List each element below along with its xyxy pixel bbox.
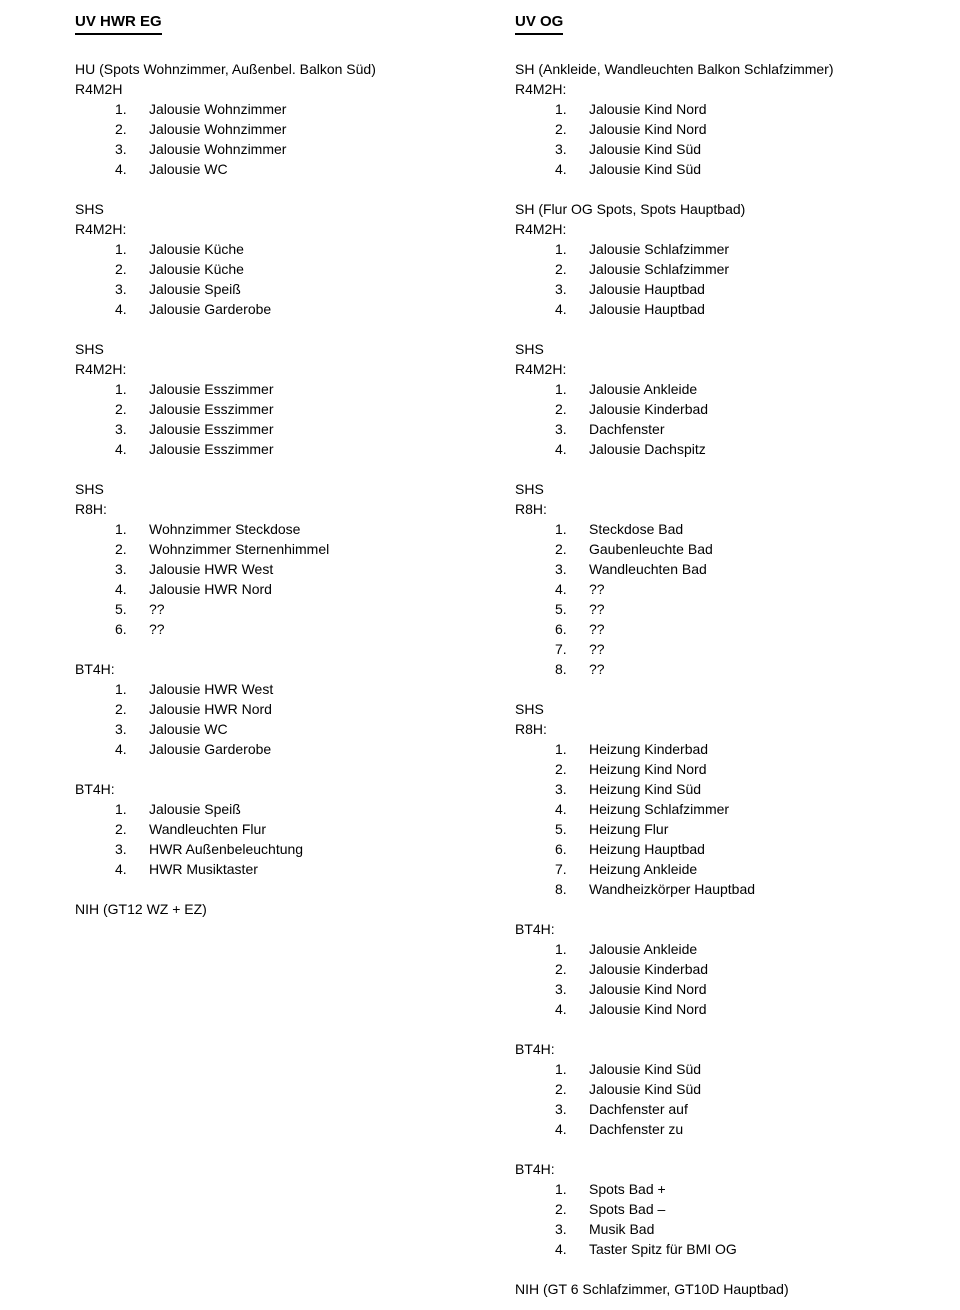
list-item-text: Jalousie Kind Nord — [589, 101, 707, 117]
list-item-number: 1. — [555, 1061, 567, 1077]
list-item-number: 3. — [115, 141, 127, 157]
list-item-text: Jalousie Ankleide — [589, 941, 698, 957]
list-item-number: 4. — [555, 1241, 567, 1257]
device-group — [515, 1039, 955, 1139]
list-item-text: ?? — [589, 641, 605, 657]
list-item-text: ?? — [149, 601, 165, 617]
list-item-text: Jalousie HWR West — [149, 681, 274, 697]
device-group — [75, 199, 505, 319]
list-item-number: 2. — [555, 1081, 567, 1097]
list-item-text: ?? — [589, 661, 605, 677]
list-item — [515, 419, 955, 439]
list-item — [75, 419, 505, 439]
list-item-number: 3. — [555, 141, 567, 157]
list-item-number: 3. — [555, 561, 567, 577]
list-item — [515, 1079, 955, 1099]
device-group — [515, 1159, 955, 1259]
list-item-text: Wandleuchten Flur — [149, 821, 266, 837]
list-item-text: Spots Bad + — [589, 1181, 666, 1197]
list-item — [75, 539, 505, 559]
list-item-number: 3. — [555, 421, 567, 437]
list-item-number: 1. — [555, 741, 567, 757]
list-item-text: Jalousie Wohnzimmer — [149, 141, 287, 157]
list-item-number: 4. — [555, 1121, 567, 1137]
group-label: SH (Ankleide, Wandleuchten Balkon Schlafzimmer) — [515, 61, 834, 77]
list-item — [75, 619, 505, 639]
device-group — [515, 699, 955, 899]
list-item — [515, 759, 955, 779]
list-item-number: 4. — [555, 161, 567, 177]
list-item-number: 4. — [555, 581, 567, 597]
device-group — [515, 1279, 955, 1299]
list-item-number: 1. — [115, 381, 127, 397]
list-item-number: 6. — [555, 841, 567, 857]
list-item — [75, 239, 505, 259]
list-item — [515, 779, 955, 799]
list-item-number: 8. — [555, 881, 567, 897]
list-item-text: Dachfenster auf — [589, 1101, 688, 1117]
group-label: SHS — [515, 701, 544, 717]
list-item-text: Jalousie Schlafzimmer — [589, 241, 730, 257]
list-item-number: 3. — [555, 1101, 567, 1117]
list-item — [515, 259, 955, 279]
list-item — [515, 1219, 955, 1239]
list-item-number: 3. — [555, 981, 567, 997]
list-item-number: 4. — [115, 861, 127, 877]
list-item-text: ?? — [589, 621, 605, 637]
list-item-text: Jalousie HWR Nord — [149, 581, 272, 597]
group-label: R4M2H: — [515, 81, 567, 97]
list-item-number: 1. — [555, 1181, 567, 1197]
list-item-text: Taster Spitz für BMI OG — [589, 1241, 737, 1257]
list-item-text: Jalousie Dachspitz — [589, 441, 706, 457]
list-item — [75, 99, 505, 119]
list-item — [515, 819, 955, 839]
list-item — [515, 279, 955, 299]
list-item-number: 2. — [555, 401, 567, 417]
list-item-text: Jalousie Esszimmer — [149, 421, 274, 437]
list-item-text: ?? — [589, 601, 605, 617]
group-label: R4M2H: — [515, 361, 567, 377]
list-item-text: Heizung Hauptbad — [589, 841, 705, 857]
list-item-number: 1. — [555, 381, 567, 397]
list-item — [515, 239, 955, 259]
list-item-number: 2. — [555, 541, 567, 557]
list-item-number: 1. — [115, 801, 127, 817]
list-item — [515, 939, 955, 959]
list-item — [75, 559, 505, 579]
group-label: R4M2H: — [515, 221, 567, 237]
column-heading — [75, 12, 505, 35]
list-item-number: 6. — [115, 621, 127, 637]
list-item-number: 4. — [555, 301, 567, 317]
list-item-number: 4. — [555, 801, 567, 817]
group-label: NIH (GT12 WZ + EZ) — [75, 901, 207, 917]
list-item — [75, 299, 505, 319]
list-item-number: 4. — [555, 441, 567, 457]
list-item — [515, 1179, 955, 1199]
device-group — [75, 59, 505, 179]
list-item-text: Jalousie Wohnzimmer — [149, 121, 287, 137]
list-item-number: 5. — [115, 601, 127, 617]
list-item-text: Wohnzimmer Sternenhimmel — [149, 541, 330, 557]
group-label: BT4H: — [515, 921, 555, 937]
list-item — [515, 139, 955, 159]
list-item-number: 3. — [115, 421, 127, 437]
device-group — [515, 199, 955, 319]
list-item-text: Jalousie Esszimmer — [149, 381, 274, 397]
device-group — [515, 919, 955, 1019]
list-item-number: 2. — [115, 261, 127, 277]
list-item-text: Jalousie Esszimmer — [149, 401, 274, 417]
device-group — [515, 339, 955, 459]
list-item — [515, 659, 955, 679]
list-item — [75, 819, 505, 839]
group-label: HU (Spots Wohnzimmer, Außenbel. Balkon Süd) — [75, 61, 376, 77]
group-label: BT4H: — [515, 1161, 555, 1177]
list-item — [75, 679, 505, 699]
list-item — [515, 739, 955, 759]
group-label: R8H: — [75, 501, 107, 517]
list-item — [515, 1119, 955, 1139]
list-item-text: Jalousie Kinderbad — [589, 401, 709, 417]
list-item-number: 3. — [115, 721, 127, 737]
device-group — [75, 339, 505, 459]
list-item — [75, 259, 505, 279]
group-label: SHS — [515, 481, 544, 497]
list-item-text: Jalousie Ankleide — [589, 381, 698, 397]
list-item — [515, 99, 955, 119]
list-item-text: Jalousie Kinderbad — [589, 961, 709, 977]
group-label: SHS — [75, 481, 104, 497]
list-item-text: Jalousie HWR Nord — [149, 701, 272, 717]
column-heading-text: UV OG — [515, 12, 563, 35]
list-item-text: Heizung Kind Süd — [589, 781, 702, 797]
list-item-text: Heizung Flur — [589, 821, 669, 837]
list-item — [515, 1239, 955, 1259]
list-item-text: Jalousie Küche — [149, 241, 244, 257]
list-item — [75, 719, 505, 739]
list-item-number: 4. — [115, 741, 127, 757]
list-item-number: 2. — [555, 1201, 567, 1217]
list-item-text: Wandheizkörper Hauptbad — [589, 881, 756, 897]
device-group — [515, 59, 955, 179]
group-label: BT4H: — [515, 1041, 555, 1057]
list-item — [515, 399, 955, 419]
list-item-number: 2. — [115, 701, 127, 717]
list-item-text: Jalousie Speiß — [149, 281, 241, 297]
list-item-number: 2. — [115, 401, 127, 417]
group-label: R8H: — [515, 721, 547, 737]
list-item — [515, 1199, 955, 1219]
group-label: SHS — [75, 201, 104, 217]
list-item-number: 2. — [555, 121, 567, 137]
list-item-text: Jalousie Hauptbad — [589, 281, 705, 297]
list-item — [75, 379, 505, 399]
list-item-text: Heizung Kind Nord — [589, 761, 707, 777]
list-item-text: Heizung Schlafzimmer — [589, 801, 730, 817]
list-item-text: Jalousie Küche — [149, 261, 244, 277]
list-item-number: 2. — [115, 121, 127, 137]
group-list — [75, 59, 505, 919]
list-item-number: 2. — [115, 541, 127, 557]
list-item-number: 6. — [555, 621, 567, 637]
list-item — [515, 439, 955, 459]
group-label: SHS — [515, 341, 544, 357]
list-item — [515, 539, 955, 559]
list-item — [515, 959, 955, 979]
list-item-text: Jalousie Kind Süd — [589, 1081, 702, 1097]
list-item-number: 4. — [115, 441, 127, 457]
list-item-number: 1. — [555, 241, 567, 257]
group-label: R4M2H — [75, 81, 123, 97]
group-label: BT4H: — [75, 781, 115, 797]
list-item-number: 4. — [115, 581, 127, 597]
list-item-text: Jalousie Wohnzimmer — [149, 101, 287, 117]
list-item — [515, 579, 955, 599]
list-item — [515, 839, 955, 859]
list-item — [515, 799, 955, 819]
list-item — [515, 999, 955, 1019]
list-item-text: Jalousie Esszimmer — [149, 441, 274, 457]
list-item-text: ?? — [589, 581, 605, 597]
group-label: R4M2H: — [75, 361, 127, 377]
list-item-text: ?? — [149, 621, 165, 637]
list-item — [515, 619, 955, 639]
list-item-number: 1. — [115, 241, 127, 257]
list-item-number: 1. — [555, 101, 567, 117]
list-item-number: 2. — [555, 761, 567, 777]
list-item-number: 3. — [115, 281, 127, 297]
list-item-text: Jalousie Kind Nord — [589, 1001, 707, 1017]
group-label: R4M2H: — [75, 221, 127, 237]
list-item — [515, 159, 955, 179]
list-item — [515, 639, 955, 659]
group-label: SHS — [75, 341, 104, 357]
list-item — [515, 379, 955, 399]
list-item — [75, 599, 505, 619]
list-item-text: Jalousie Kind Nord — [589, 121, 707, 137]
list-item — [75, 579, 505, 599]
group-label: SH (Flur OG Spots, Spots Hauptbad) — [515, 201, 746, 217]
list-item-number: 2. — [555, 261, 567, 277]
list-item — [75, 799, 505, 819]
list-item — [515, 879, 955, 899]
list-item-text: Jalousie WC — [149, 721, 228, 737]
list-item-text: HWR Außenbeleuchtung — [149, 841, 304, 857]
group-list — [515, 59, 955, 1299]
list-item-number: 3. — [115, 841, 127, 857]
list-item-number: 3. — [555, 1221, 567, 1237]
list-item-text: Jalousie Kind Süd — [589, 1061, 702, 1077]
list-item-text: Jalousie Kind Süd — [589, 141, 702, 157]
list-item-number: 7. — [555, 861, 567, 877]
list-item — [515, 119, 955, 139]
list-item-text: Spots Bad – — [589, 1201, 666, 1217]
device-group — [75, 479, 505, 639]
list-item-text: HWR Musiktaster — [149, 861, 258, 877]
list-item — [515, 1059, 955, 1079]
list-item — [75, 119, 505, 139]
list-item-text: Jalousie Kind Süd — [589, 161, 702, 177]
list-item — [75, 279, 505, 299]
list-item-number: 1. — [115, 681, 127, 697]
column-uv-hwr-eg — [75, 12, 505, 939]
list-item — [515, 599, 955, 619]
list-item — [75, 739, 505, 759]
list-item-text: Gaubenleuchte Bad — [589, 541, 713, 557]
list-item-text: Musik Bad — [589, 1221, 655, 1237]
device-group — [515, 479, 955, 679]
list-item-number: 4. — [115, 301, 127, 317]
list-item-text: Jalousie Speiß — [149, 801, 241, 817]
group-label: NIH (GT 6 Schlafzimmer, GT10D Hauptbad) — [515, 1281, 789, 1297]
list-item-text: Jalousie Hauptbad — [589, 301, 705, 317]
list-item — [75, 859, 505, 879]
device-group — [75, 899, 505, 919]
list-item — [515, 559, 955, 579]
list-item-text: Jalousie Garderobe — [149, 301, 272, 317]
list-item-number: 2. — [555, 961, 567, 977]
list-item — [515, 979, 955, 999]
group-label: BT4H: — [75, 661, 115, 677]
column-uv-og — [515, 12, 955, 1310]
list-item-number: 2. — [115, 821, 127, 837]
list-item — [75, 519, 505, 539]
list-item — [515, 859, 955, 879]
column-heading — [515, 12, 955, 35]
list-item-number: 1. — [555, 941, 567, 957]
list-item-number: 5. — [555, 601, 567, 617]
list-item-text: Steckdose Bad — [589, 521, 684, 537]
list-item-number: 4. — [115, 161, 127, 177]
list-item-text: Jalousie HWR West — [149, 561, 274, 577]
list-item-text: Jalousie WC — [149, 161, 228, 177]
list-item — [75, 139, 505, 159]
list-item — [75, 159, 505, 179]
list-item-number: 7. — [555, 641, 567, 657]
list-item-text: Dachfenster — [589, 421, 665, 437]
list-item-number: 3. — [555, 781, 567, 797]
list-item-text: Dachfenster zu — [589, 1121, 684, 1137]
list-item-text: Wohnzimmer Steckdose — [149, 521, 301, 537]
device-group — [75, 659, 505, 759]
list-item — [515, 1099, 955, 1119]
list-item — [75, 839, 505, 859]
list-item-text: Wandleuchten Bad — [589, 561, 707, 577]
list-item-number: 4. — [555, 1001, 567, 1017]
group-label: R8H: — [515, 501, 547, 517]
device-group — [75, 779, 505, 879]
list-item-number: 5. — [555, 821, 567, 837]
list-item-number: 3. — [555, 281, 567, 297]
list-item-number: 1. — [115, 521, 127, 537]
list-item — [75, 399, 505, 419]
list-item-text: Jalousie Garderobe — [149, 741, 272, 757]
list-item — [515, 519, 955, 539]
list-item — [75, 699, 505, 719]
list-item-text: Jalousie Schlafzimmer — [589, 261, 730, 277]
list-item — [75, 439, 505, 459]
column-heading-text: UV HWR EG — [75, 12, 162, 35]
list-item-text: Heizung Ankleide — [589, 861, 698, 877]
list-item-number: 8. — [555, 661, 567, 677]
list-item — [515, 299, 955, 319]
list-item-number: 1. — [115, 101, 127, 117]
list-item-number: 1. — [555, 521, 567, 537]
list-item-text: Jalousie Kind Nord — [589, 981, 707, 997]
list-item-text: Heizung Kinderbad — [589, 741, 709, 757]
list-item-number: 3. — [115, 561, 127, 577]
